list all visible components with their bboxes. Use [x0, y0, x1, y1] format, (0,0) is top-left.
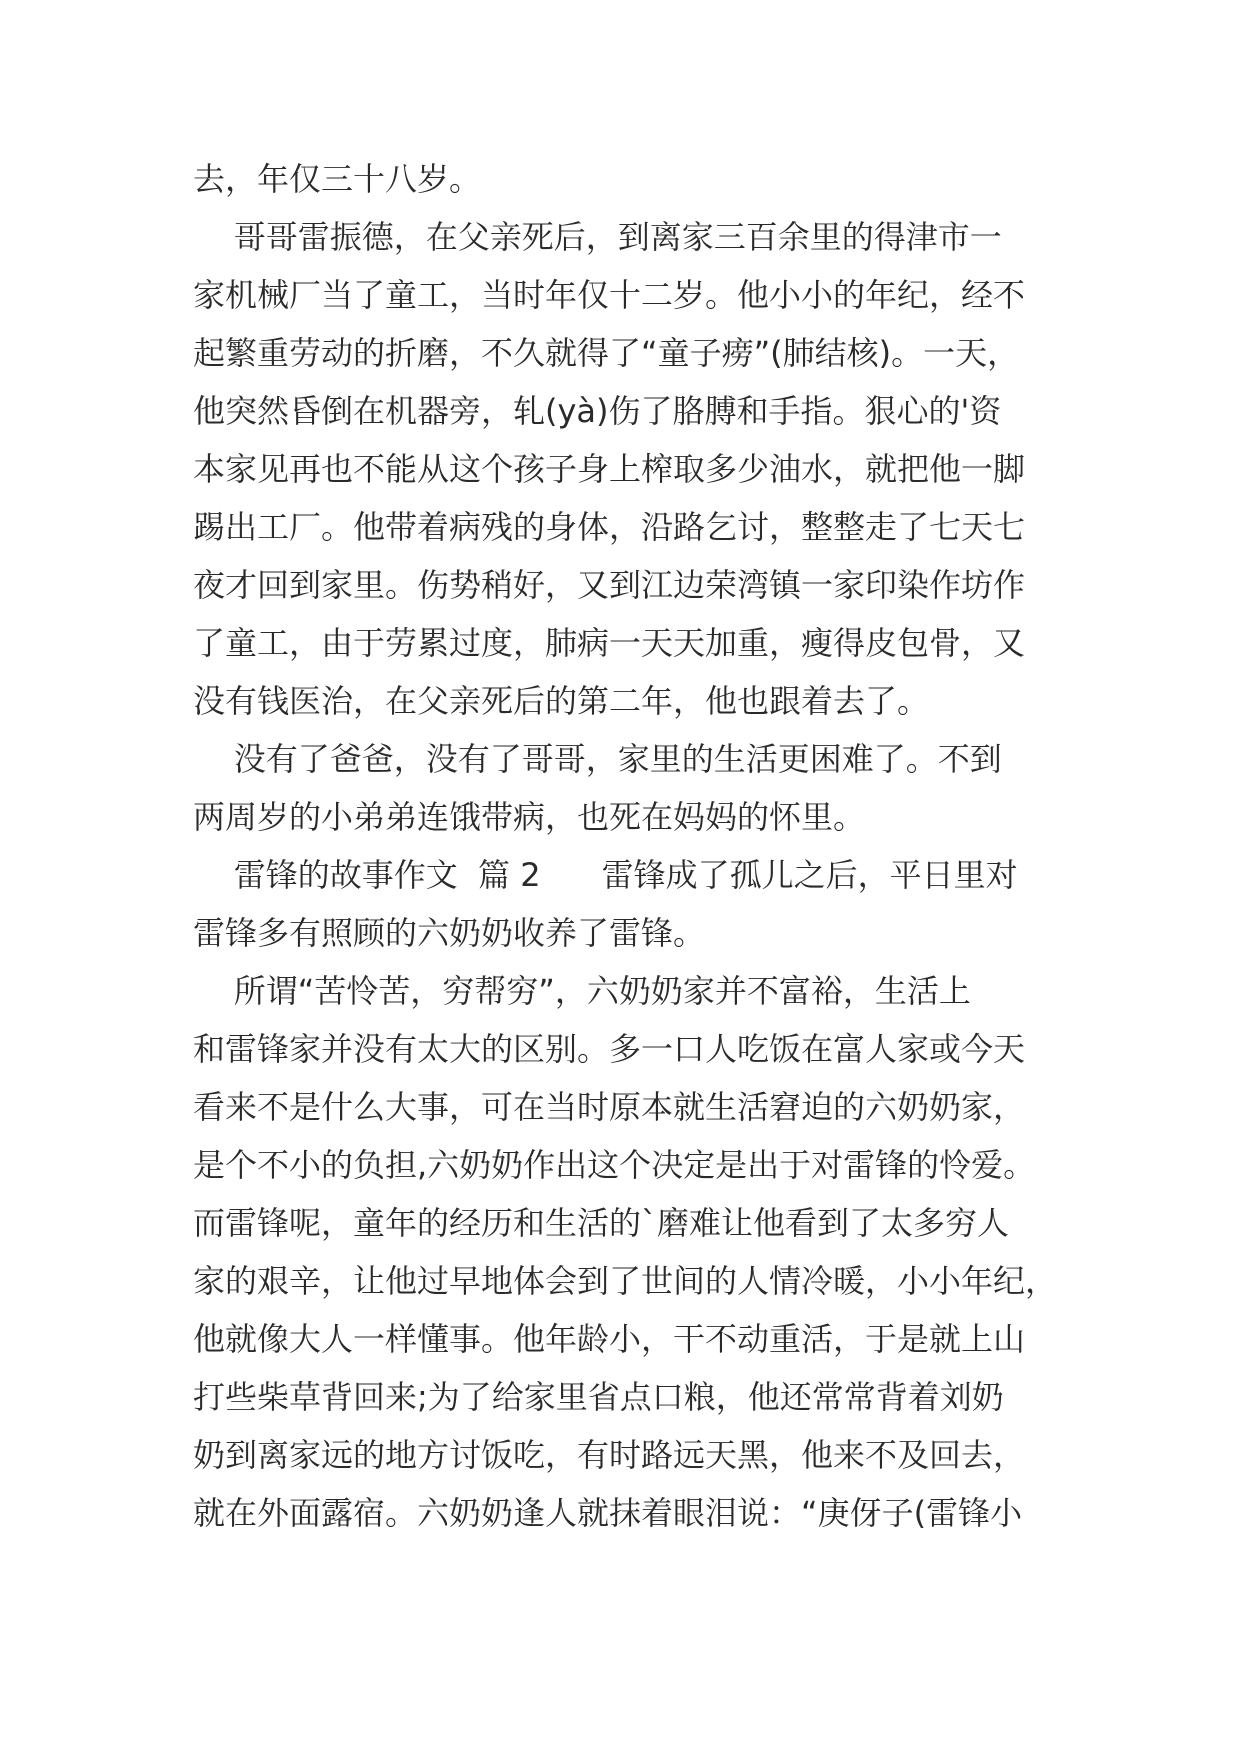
- text-line: 家机械厂当了童工，当时年仅十二岁。他小小的年纪，经不: [193, 276, 1026, 314]
- text-line: 雷锋多有照顾的六奶奶收养了雷锋。: [193, 914, 706, 952]
- text-line: 去，年仅三十八岁。: [193, 160, 482, 198]
- text-line: 奶到离家远的地方讨饭吃，有时路远天黑，他来不及回去，: [193, 1436, 1026, 1474]
- text-line: 雷锋的故事作文 篇 2 雷锋成了孤儿之后，平日里对: [193, 856, 1018, 894]
- text-line: 夜才回到家里。伤势稍好，又到江边荣湾镇一家印染作坊作: [193, 566, 1026, 604]
- text-line: 哥哥雷振德，在父亲死后，到离家三百余里的得津市一: [193, 218, 1002, 256]
- text-line: 踢出工厂。他带着病残的身体，沿路乞讨，整整走了七天七: [193, 508, 1026, 546]
- text-line: 他就像大人一样懂事。他年龄小，干不动重活，于是就上山: [193, 1320, 1026, 1358]
- text-line: 他突然昏倒在机器旁，轧(yà)伤了胳膊和手指。狠心的'资: [193, 392, 1002, 430]
- text-line: 打些柴草背回来;为了给家里省点口粮，他还常常背着刘奶: [193, 1378, 1004, 1416]
- text-line: 和雷锋家并没有太大的区别。多一口人吃饭在富人家或今天: [193, 1030, 1026, 1068]
- text-line: 起繁重劳动的折磨，不久就得了“童子痨”(肺结核)。一天，: [193, 334, 1020, 372]
- document-body: [193, 150, 1073, 1542]
- text-line: 看来不是什么大事，可在当时原本就生活窘迫的六奶奶家，: [193, 1088, 1026, 1126]
- text-line: 了童工，由于劳累过度，肺病一天天加重，瘦得皮包骨，又: [193, 624, 1026, 662]
- text-line: 本家见再也不能从这个孩子身上榨取多少油水，就把他一脚: [193, 450, 1026, 488]
- text-line: 家的艰辛，让他过早地体会到了世间的人情冷暖，小小年纪，: [193, 1262, 1058, 1300]
- text-line: 两周岁的小弟弟连饿带病，也死在妈妈的怀里。: [193, 798, 866, 836]
- text-line: 所谓“苦怜苦，穷帮穷”，六奶奶家并不富裕，生活上: [193, 972, 971, 1010]
- text-line: 没有钱医治，在父亲死后的第二年，他也跟着去了。: [193, 682, 930, 720]
- text-line: 而雷锋呢，童年的经历和生活的`磨难让他看到了太多穷人: [193, 1204, 1010, 1242]
- text-line: 是个不小的负担,六奶奶作出这个决定是出于对雷锋的怜爱。: [193, 1146, 1036, 1184]
- text-line: 没有了爸爸，没有了哥哥，家里的生活更困难了。不到: [193, 740, 1002, 778]
- text-line: 就在外面露宿。六奶奶逢人就抹着眼泪说：“庚伢子(雷锋小: [193, 1494, 1023, 1532]
